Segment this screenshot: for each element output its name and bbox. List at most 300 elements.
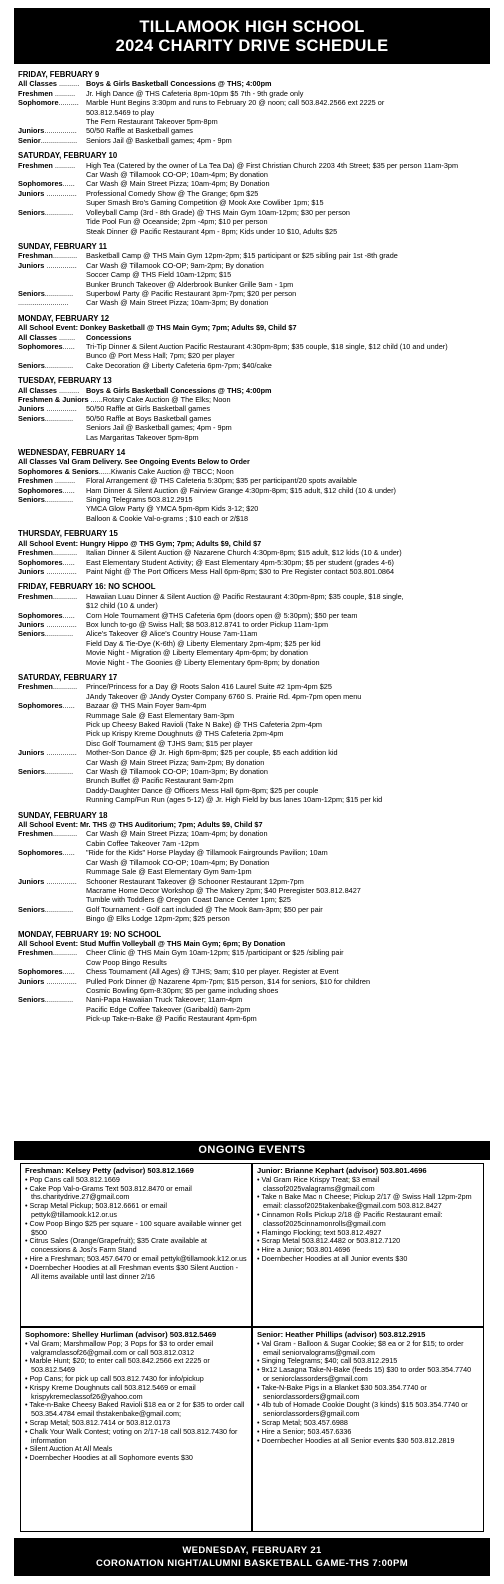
sophomore-advisor-heading: Sophomore: Shelley Hurliman (advisor) 503.812.5469: [25, 1330, 217, 1339]
leader-dots: ......: [62, 848, 75, 858]
event-text: Car Wash @ Main Street Pizza; 10am-4pm; by donation: [86, 829, 268, 839]
day-heading: TUESDAY, FEBRUARY 13: [18, 376, 112, 386]
ongoing-item: • Val Gram - Balloon & Sugar Cookie; $8 ea or 2 for $15; to order email seniorvalograms@gmail.com: [257, 1340, 479, 1358]
ongoing-events-heading: ONGOING EVENTS: [14, 1141, 490, 1160]
leader-dots: ......: [90, 395, 103, 404]
class-label: [18, 848, 86, 857]
class-label: [18, 404, 86, 413]
day-heading: WEDNESDAY, FEBRUARY 14: [18, 448, 126, 458]
event-text: Car Wash @ Tillamook CO-OP; 9am-2pm; By donation: [86, 260, 264, 270]
class-label: [18, 98, 86, 107]
schedule-row: [18, 395, 488, 404]
leader-dots: ............: [52, 829, 78, 839]
event-text: Cheer Clinic @ THS Main Gym 10am-12pm; $15 /participant or $25 /sibling pair: [86, 948, 344, 958]
leader-dots: ..............: [44, 995, 74, 1005]
ongoing-item: • Flamingo Flocking; text 503.812.4927: [257, 1229, 479, 1238]
event-text: Steak Dinner @ Pacific Restaurant 4pm - 8pm; Kids under 10 $10, Adults $25: [86, 226, 338, 236]
class-name: Sophomores: [18, 967, 63, 977]
schedule-row: [18, 79, 488, 88]
schedule-row: [18, 189, 488, 198]
class-label: [18, 361, 86, 370]
class-label: [18, 198, 86, 207]
schedule-row: [18, 404, 488, 413]
schedule-row: [18, 333, 488, 342]
event-text: Pacific Edge Coffee Takeover (Garibaldi) 6am-2pm: [86, 1004, 251, 1014]
schedule-row: [18, 423, 488, 432]
class-label: [18, 251, 86, 260]
class-label: [18, 977, 86, 986]
schedule-row: [18, 611, 488, 620]
class-label: [18, 839, 86, 848]
class-label: [18, 467, 111, 476]
event-text: "Ride for the Kids" Horse Playday @ Tillamook Fairgrounds Pavilion; 10am: [86, 848, 328, 858]
class-label: [18, 79, 86, 88]
schedule-row: [18, 170, 488, 179]
event-text: Golf Tournament - Golf cart included @ The Mook 8am-3pm; $50 per pair: [86, 904, 323, 914]
class-name: Sophomore: [18, 98, 59, 108]
event-text: Bazaar @ THS Main Foyer 9am-4pm: [86, 701, 207, 711]
class-label: [18, 682, 86, 691]
leader-dots: ...............: [46, 619, 77, 629]
class-label: [18, 648, 86, 657]
class-label: [18, 1005, 86, 1014]
leader-dots: ......: [62, 341, 75, 351]
class-label: [18, 179, 86, 188]
class-name: Juniors: [18, 188, 47, 198]
day-block: [18, 151, 488, 236]
class-label: [18, 289, 86, 298]
schedule-row: [18, 948, 488, 957]
ongoing-item: • Cow Poop Bingo $25 per square - 100 square available winner get $500: [25, 1220, 247, 1238]
schedule-row: [18, 136, 488, 145]
senior-advisor-heading: Senior: Heather Phillips (advisor) 503.812.2915: [257, 1330, 426, 1339]
class-label: [18, 189, 86, 198]
schedule-row: [18, 986, 488, 995]
ongoing-item: • Hire a Junior; 503.801.4696: [257, 1246, 479, 1255]
event-text: Ham Dinner & Silent Auction @ Fairview Grange 4:30pm-8pm; $15 adult, $12 child (10 & under): [86, 485, 396, 495]
schedule-row: [18, 514, 488, 523]
all-school-event: All School Event: Donkey Basketball @ THS Main Gym; 7pm; Adults $9, Child $7: [18, 323, 297, 333]
leader-dots: ..............: [44, 360, 74, 370]
event-text: Field Day & Tie-Dye (K-6th) @ Liberty Elementary 2pm-4pm; $25 per kid: [86, 638, 321, 648]
class-name: Juniors: [18, 976, 47, 986]
ongoing-item: • Cake Pop Val-o-Grams Text 503.812.8470 or email ths.charitydrive.27@gmail.com: [25, 1185, 247, 1203]
ongoing-item: • 4lb tub of Homade Cookie Dought (3 kinds) $15 503.354.7740 or seniorclassorders@gmail.com: [257, 1401, 479, 1419]
ongoing-item: • Doernbecher Hoodies at all Senior events $30 503.812.2819: [257, 1437, 479, 1446]
schedule-row: [18, 711, 488, 720]
event-text: Daddy-Daughter Dance @ Officers Mess Hall 6pm-8pm; $25 per couple: [86, 785, 319, 795]
leader-dots: ...............: [46, 976, 77, 986]
ongoing-item: • Doernbecher Hoodies at all Freshman events $30 Silent Auction - All items available until last dinner 2/16: [25, 1264, 247, 1282]
schedule-row: [18, 495, 488, 504]
event-text: Rotary Cake Auction @ The Elks; Noon: [102, 395, 231, 404]
event-text: Kiwanis Cake Auction @ TBCC; Noon: [110, 466, 234, 476]
schedule-row: [18, 280, 488, 289]
class-label: [18, 495, 86, 504]
event-text: Disc Golf Tournament @ TJHS 9am; $15 per player: [86, 738, 253, 748]
schedule-row: [18, 298, 488, 307]
schedule-row: [18, 601, 488, 610]
class-name: Seniors: [18, 904, 45, 914]
class-name: Seniors: [18, 629, 45, 639]
schedule-row: [18, 958, 488, 967]
all-school-event: All School Event: Hungry Hippo @ THS Gym; 7pm; Adults $9, Child $7: [18, 538, 262, 548]
class-name: All Classes: [18, 385, 59, 395]
class-name: Freshmen: [18, 160, 55, 170]
leader-dots: ......: [62, 485, 75, 495]
class-label: [18, 948, 86, 957]
class-name: Sophomores: [18, 557, 63, 567]
class-label: [18, 208, 86, 217]
class-label: [18, 423, 86, 432]
class-name: Freshmen & Juniors: [18, 395, 91, 404]
schedule-row: [18, 867, 488, 876]
class-name: Seniors: [18, 767, 45, 777]
leader-dots: ..........: [58, 385, 80, 395]
event-text: 503.812.5469 to play: [86, 107, 155, 117]
class-label: [18, 270, 86, 279]
schedule-row: [18, 342, 488, 351]
class-label: [18, 995, 86, 1004]
class-label: [18, 433, 86, 442]
class-name: Seniors: [18, 495, 45, 505]
class-label: [18, 639, 86, 648]
leader-dots: ......: [62, 967, 75, 977]
all-school-event: All School Event: Mr. THS @ THS Auditorium; 7pm; Adults $9, Child $7: [18, 820, 263, 830]
event-text: Volleyball Camp (3rd - 8th Grade) @ THS Main Gym 10am-12pm; $30 per person: [86, 207, 350, 217]
leader-dots: ...............: [46, 260, 77, 270]
schedule-title: 2024 CHARITY DRIVE SCHEDULE: [115, 37, 389, 55]
class-label: [18, 729, 86, 738]
schedule-row: [18, 895, 488, 904]
day-block: [18, 673, 488, 805]
class-label: [18, 620, 86, 629]
event-text: Car Wash @ Main Street Pizza; 10am-3pm; By donation: [86, 298, 269, 308]
freshman-ongoing-box: [20, 1163, 252, 1327]
class-name: Juniors: [18, 260, 47, 270]
class-label: [18, 720, 86, 729]
class-label: [18, 658, 86, 667]
class-label: [18, 227, 86, 236]
event-text: Seniors Jail @ Basketball games; 4pm - 9pm: [86, 135, 232, 145]
day-heading: FRIDAY, FEBRUARY 16: NO SCHOOL: [18, 582, 156, 592]
event-text: Italian Dinner & Silent Auction @ Nazarene Church 4:30pm-8pm; $15 adult, $12 kids (10 & under): [86, 548, 402, 558]
schedule-row: [18, 217, 488, 226]
ongoing-item: • 9x12 Lasagna Take-N-Bake (feeds 15) $30 to order 503.354.7740 or seniorclassorders@gmail.com: [257, 1366, 479, 1384]
day-block: [18, 70, 488, 145]
day-heading: FRIDAY, FEBRUARY 9: [18, 70, 100, 79]
schedule-row: [18, 289, 488, 298]
class-label: [18, 895, 86, 904]
class-label: [18, 877, 86, 886]
leader-dots: ............: [52, 948, 78, 958]
class-name: Sophomores: [18, 485, 63, 495]
schedule-row: [18, 658, 488, 667]
class-label: [18, 217, 86, 226]
schedule-row: [18, 701, 488, 710]
event-text: Corn Hole Tournament @THS Cafeteria 6pm (doors open @ 5:30pm); $50 per team: [86, 610, 358, 620]
leader-dots: ......: [62, 557, 75, 567]
event-text: Movie Night - Migration @ Liberty Elementary 4pm-6pm; by donation: [86, 648, 308, 658]
class-label: [18, 958, 86, 967]
schedule-row: [18, 692, 488, 701]
class-label: [18, 548, 86, 557]
event-text: 50/50 Raffle at Basketball games: [86, 126, 193, 136]
schedule-row: [18, 620, 488, 629]
all-school-event: All Classes Val Gram Delivery. See Ongoing Events Below to Order: [18, 457, 250, 467]
schedule-row: [18, 98, 488, 107]
leader-dots: ..........: [58, 98, 79, 108]
day-block: [18, 242, 488, 308]
schedule-row: [18, 161, 488, 170]
leader-dots: ..........: [54, 88, 76, 98]
event-text: The Fern Restaurant Takeover 5pm-8pm: [86, 117, 218, 127]
schedule-row: [18, 251, 488, 260]
ongoing-item: • Scrap Metal 503.812.4482 or 503.812.7120: [257, 1237, 479, 1246]
ongoing-item: • Doernbecher Hoodies at all Sophomore events $30: [25, 1454, 247, 1463]
class-label: [18, 514, 86, 523]
class-label: [18, 701, 86, 710]
class-name: Sophomores: [18, 848, 63, 858]
event-text: Las Margaritas Takeover 5pm-8pm: [86, 432, 199, 442]
class-label: [18, 558, 86, 567]
class-name: Juniors: [18, 876, 47, 886]
day-heading: THURSDAY, FEBRUARY 15: [18, 529, 118, 539]
leader-dots: ...............: [46, 188, 77, 198]
class-name: Sophomores: [18, 179, 63, 189]
day-heading: SATURDAY, FEBRUARY 10: [18, 151, 118, 161]
day-block: [18, 448, 488, 523]
schedule-row: [18, 1014, 488, 1023]
ongoing-item: • Citrus Sales (Orange/Grapefruit); $35 Crate available at concessions & Josi's Farm Stand: [25, 1237, 247, 1255]
ongoing-item: • Val Gram Rice Krispy Treat; $3 email classof2025valagrams@gmail.com: [257, 1176, 479, 1194]
event-text: Marble Hunt Begins 3:30pm and runs to February 20 @ noon; call 503.842.2566 ext 2225 or: [86, 98, 385, 108]
day-heading: SUNDAY, FEBRUARY 18: [18, 810, 108, 820]
class-label: [18, 414, 86, 423]
ongoing-item: • Scrap Metal Pickup; 503.812.6661 or email pettyk@tillamook.k12.or.us: [25, 1202, 247, 1220]
class-label: [18, 905, 86, 914]
schedule-row: [18, 839, 488, 848]
leader-dots: ......: [98, 466, 111, 476]
class-name: Seniors: [18, 288, 45, 298]
event-text: Bunco @ Port Mess Hall; 7pm; $20 per player: [86, 351, 235, 361]
class-name: All Classes: [18, 79, 59, 89]
event-text: Pick up Cheesy Baked Ravioli (Take N Bake) @ THS Cafeteria 2pm-4pm: [86, 720, 323, 729]
event-text: Movie Night - The Goonies @ Liberty Elementary 6pm-8pm; by donation: [86, 657, 320, 667]
event-text: Pick up Krispy Kreme Doughnuts @ THS Cafeteria 2pm-4pm: [86, 729, 284, 739]
class-name: Freshmen: [18, 548, 53, 558]
schedule-row: [18, 905, 488, 914]
leader-dots: ..........: [54, 476, 76, 486]
class-name: Juniors: [18, 748, 47, 758]
day-block: [18, 930, 488, 1024]
leader-dots: ................: [44, 126, 77, 136]
sophomore-event-list: [25, 1340, 247, 1463]
freshman-advisor-heading: Freshman: Kelsey Petty (advisor) 503.812.1669: [25, 1166, 194, 1175]
title-banner: [14, 8, 490, 64]
ongoing-item: • Take n Bake Mac n Cheese; Pickup 2/17 @ Swiss Hall 12pm-2pm email: classof2025takenbake@gmail.com 503.812.8427: [257, 1193, 479, 1211]
class-name: Senior: [18, 135, 41, 145]
class-label: [18, 486, 86, 495]
class-label: [18, 592, 86, 601]
school-name: TILLAMOOK HIGH SCHOOL: [139, 18, 365, 36]
class-label: [18, 476, 86, 485]
schedule-row: [18, 639, 488, 648]
ongoing-item: • Pop Cans; for pick up call 503.812.7430 for info/pickup: [25, 1375, 247, 1384]
schedule-row: [18, 208, 488, 217]
class-label: [18, 117, 86, 126]
leader-dots: ...............: [46, 748, 77, 758]
class-label: [18, 886, 86, 895]
day-heading: MONDAY, FEBRUARY 12: [18, 313, 110, 323]
schedule-row: [18, 467, 488, 476]
event-text: Car Wash @ Tillamook CO-OP; 10am-3pm; By donation: [86, 767, 268, 777]
schedule-row: [18, 877, 488, 886]
leader-dots: ..........: [54, 160, 76, 170]
event-text: Chess Tournament (All Ages) @ TJHS; 9am; $10 per player. Register at Event: [86, 967, 339, 977]
event-text: Professional Comedy Show @ The Grange; 6pm $25: [86, 188, 259, 198]
class-label: [18, 629, 86, 638]
leader-dots: ..............: [44, 629, 74, 639]
class-label: [18, 914, 86, 923]
event-text: Prince/Princess for a Day @ Roots Salon 416 Laurel Suite #2 1pm-4pm $25: [86, 682, 332, 692]
event-text: Boys & Girls Basketball Concessions @ THS; 4:00pm: [86, 385, 272, 395]
leader-dots: ............: [52, 682, 78, 692]
schedule-row: [18, 848, 488, 857]
schedule-row: [18, 995, 488, 1004]
coronation-date: WEDNESDAY, FEBRUARY 21: [182, 1545, 322, 1556]
day-heading: SUNDAY, FEBRUARY 11: [18, 241, 107, 251]
schedule-row: [18, 977, 488, 986]
event-text: Pick-up Take-n-Bake @ Pacific Restaurant 4pm-6pm: [86, 1014, 257, 1024]
class-name: Juniors: [18, 126, 45, 136]
schedule-row: [18, 592, 488, 601]
ongoing-item: • Val Gram; Marshmallow Pop; 3 Pops for $3 to order email valgramclassof26@gmail.com or call 503.812.0312: [25, 1340, 247, 1358]
ongoing-item: • Silent Auction At All Meals: [25, 1445, 247, 1454]
leader-dots: ..............: [44, 207, 74, 217]
event-text: Nani-Papa Hawaiian Truck Takeover; 11am-4pm: [86, 995, 243, 1005]
class-label: [18, 504, 86, 513]
class-name: Freshmen: [18, 476, 55, 486]
event-text: YMCA Glow Party @ YMCA 5pm-8pm Kids 3-12; $20: [86, 504, 259, 514]
schedule-row: [18, 858, 488, 867]
coronation-event: CORONATION NIGHT/ALUMNI BASKETBALL GAME-THS 7:00PM: [95, 1558, 409, 1569]
event-text: Floral Arrangement @ THS Cafeteria 5:30pm; $35 per participant/20 spots available: [86, 476, 357, 486]
class-label: [18, 867, 86, 876]
coronation-banner: [14, 1538, 490, 1576]
class-label: [18, 739, 86, 748]
schedule-row: [18, 486, 488, 495]
class-label: [18, 280, 86, 289]
day-heading: SATURDAY, FEBRUARY 17: [18, 672, 118, 682]
schedule-row: [18, 414, 488, 423]
event-text: Cabin Coffee Takeover 7am -12pm: [86, 838, 199, 848]
schedule-row: [18, 786, 488, 795]
schedule-row: [18, 227, 488, 236]
event-text: 50/50 Raffle at Girls Basketball games: [86, 404, 210, 414]
junior-ongoing-box: [252, 1163, 484, 1327]
schedule-row: [18, 117, 488, 126]
event-text: JAndy Takeover @ JAndy Oyster Company 6760 S. Prairie Rd. 4pm-7pm open menu: [86, 691, 362, 701]
event-text: Basketball Camp @ THS Main Gym 12pm-2pm; $15 participant or $25 sibling pair 1st -8th grade: [86, 251, 398, 261]
schedule-row: [18, 720, 488, 729]
class-label: [18, 89, 86, 98]
ongoing-item: • Cinnamon Rolls Pickup 2/18 @ Pacific Restaurant email: classof2025cinnamonrolls@gmail.com: [257, 1211, 479, 1229]
leader-dots: ........: [58, 332, 76, 342]
senior-ongoing-box: [252, 1327, 484, 1532]
class-name: Juniors: [18, 566, 47, 576]
event-text: Bunker Brunch Takeover @ Alderbrook Bunker Grille 9am - 1pm: [86, 279, 294, 289]
class-label: [18, 748, 86, 757]
class-label: [18, 767, 86, 776]
event-text: Cow Poop Bingo Results: [86, 957, 167, 967]
freshman-event-list: [25, 1176, 247, 1282]
junior-event-list: [257, 1176, 479, 1264]
leader-dots: ..............: [44, 413, 74, 423]
event-text: Superbowl Party @ Pacific Restaurant 3pm-7pm; $20 per person: [86, 288, 297, 298]
class-name: Freshmen: [18, 88, 55, 98]
class-label: [18, 601, 86, 610]
event-text: Tide Pool Fun @ Oceanside; 2pm -4pm; $10 per person: [86, 217, 268, 227]
class-name: Seniors: [18, 207, 45, 217]
ongoing-item: • Take-n-Bake Cheesy Baked Ravioli $18 ea or 2 for $35 to order call 503.354.4784 email thstakenbake@gmail.com;: [25, 1401, 247, 1419]
event-text: Mother-Son Dance @ Jr. High 6pm-8pm; $25 per couple, $5 each addition kid: [86, 748, 338, 758]
schedule-row: [18, 767, 488, 776]
leader-dots: ..............: [44, 288, 74, 298]
event-text: Car Wash @ Main Street Pizza; 10am-4pm; By Donation: [86, 179, 270, 189]
event-text: Seniors Jail @ Basketball games; 4pm - 9pm: [86, 423, 232, 433]
event-text: Cake Decoration @ Liberty Cafeteria 6pm-7pm; $40/cake: [86, 360, 272, 370]
schedule-row: [18, 567, 488, 576]
class-name: All Classes: [18, 332, 59, 342]
event-text: East Elementary Student Activity; @ East Elementary 4pm-5:30pm; $5 per student (grades 4-6): [86, 557, 394, 567]
class-name: Sophomores: [18, 341, 63, 351]
ongoing-item: • Krispy Kreme Doughnuts call 503.812.5469 or email krispykremeclassof26@yahoo.com: [25, 1384, 247, 1402]
event-text: Macrame Home Decor Workshop @ The Makery 2pm; $40 Preregister 503.812.8427: [86, 885, 361, 895]
day-block: [18, 582, 488, 667]
class-label: [18, 711, 86, 720]
class-name: Sophomores: [18, 610, 63, 620]
leader-dots: ..........: [58, 79, 80, 89]
leader-dots: ..............: [44, 495, 74, 505]
leader-dots: ...............: [46, 404, 77, 414]
class-name: Freshmen: [18, 948, 53, 958]
leader-dots: ......: [62, 610, 75, 620]
schedule-row: [18, 648, 488, 657]
schedule-row: [18, 108, 488, 117]
class-name: Seniors: [18, 360, 45, 370]
class-label: [18, 126, 86, 135]
class-label: [18, 967, 86, 976]
schedule-row: [18, 739, 488, 748]
schedule-row: [18, 967, 488, 976]
event-text: Box lunch to-go @ Swiss Hall; $8 503.812.8741 to order Pickup 11am-1pm: [86, 619, 329, 629]
schedule-row: [18, 886, 488, 895]
class-label: [18, 795, 86, 804]
class-name: Sophomores & Seniors: [18, 466, 99, 476]
event-text: $12 child (10 & under): [86, 601, 158, 611]
ongoing-item: • Scrap Metal; 503.457.6988: [257, 1419, 479, 1428]
event-text: Tumble with Toddlers @ Oregon Coast Dance Center 1pm; $25: [86, 895, 291, 905]
leader-dots: ......: [62, 179, 75, 189]
all-school-event: All School Event: Stud Muffin Volleyball @ THS Main Gym; 6pm; By Donation: [18, 938, 286, 948]
class-label: [18, 858, 86, 867]
event-text: Running Camp/Fun Run (ages 5-12) @ Jr. High Field by bus lanes 10am-12pm; $15 per kid: [86, 795, 383, 805]
event-text: High Tea (Catered by the owner of La Tea Da) @ First Christian Church 2203 4th Street; $35 per person 11am-3pm: [86, 160, 459, 170]
class-name: Freshmen: [18, 829, 53, 839]
event-text: Rummage Sale @ East Elementary 9am-3pm: [86, 710, 235, 720]
schedule-row: [18, 270, 488, 279]
